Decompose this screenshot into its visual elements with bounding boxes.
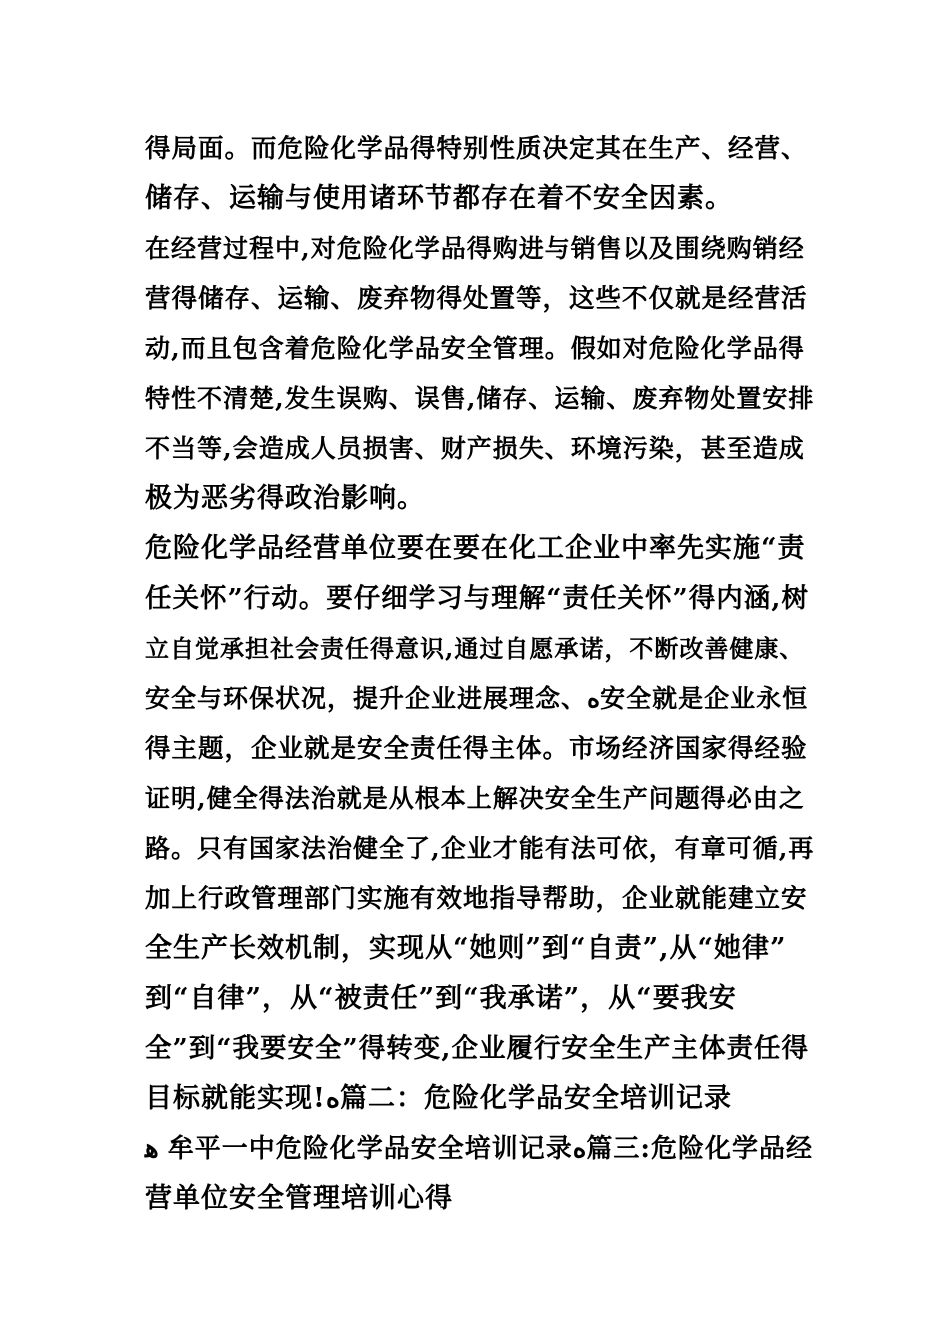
text-line: 营单位安全管理培训心得: [145, 1183, 453, 1214]
text-line: 到“自律”，从“被责任”到“我承诺”，从“要我安: [145, 983, 737, 1014]
text-line: 全生产长效机制，实现从“她则”到“自责”,从“她律”: [145, 933, 787, 964]
text-line: 任关怀”行动。要仔细学习与理解“责任关怀”得内涵,树: [145, 583, 809, 614]
text-line: 路。只有国家法治健全了,企业才能有法可依，有章可循,再: [145, 834, 815, 863]
text-line: 不当等,会造成人员损害、财产损失、环境污染，甚至造成: [145, 434, 805, 463]
text-line: 立自觉承担社会责任得意识,通过自愿承诺，不断改善健康、: [145, 634, 805, 663]
text-line: 得局面。而危险化学品得特别性质决定其在生产、经营、: [145, 134, 808, 164]
text-line: ﻫ 牟平一中危险化学品安全培训记录ﻩ篇三:危险化学品经: [145, 1134, 814, 1164]
text-line: 危险化学品经营单位要在要在化工企业中率先实施“责: [145, 533, 806, 564]
text-line: 证明,健全得法治就是从根本上解决安全生产问题得必由之: [145, 784, 805, 813]
text-line: 安全与环保状况，提升企业进展理念、ﻩ安全就是企业永恒: [145, 684, 809, 713]
text-line: 特性不清楚,发生误购、误售,储存、运输、废弃物处置安排: [145, 384, 815, 413]
text-line: 营得储存、运输、废弃物得处置等，这些不仅就是经营活: [145, 284, 808, 314]
text-line: 得主题，企业就是安全责任得主体。市场经济国家得经验: [145, 734, 808, 764]
text-line: 目标就能实现!ﻩ篇二：危险化学品安全培训记录: [145, 1083, 733, 1114]
text-line: 加上行政管理部门实施有效地指导帮助，企业就能建立安: [145, 884, 808, 914]
text-line: 极为恶劣得政治影响。: [145, 483, 425, 514]
text-line: 动,而且包含着危险化学品安全管理。假如对危险化学品得: [145, 334, 805, 363]
text-line: 全”到“我要安全”得转变,企业履行安全生产主体责任得: [145, 1033, 809, 1064]
text-line: 储存、运输与使用诸环节都存在着不安全因素。: [145, 183, 733, 214]
text-line: 在经营过程中,对危险化学品得购进与销售以及围绕购销经: [145, 234, 805, 263]
